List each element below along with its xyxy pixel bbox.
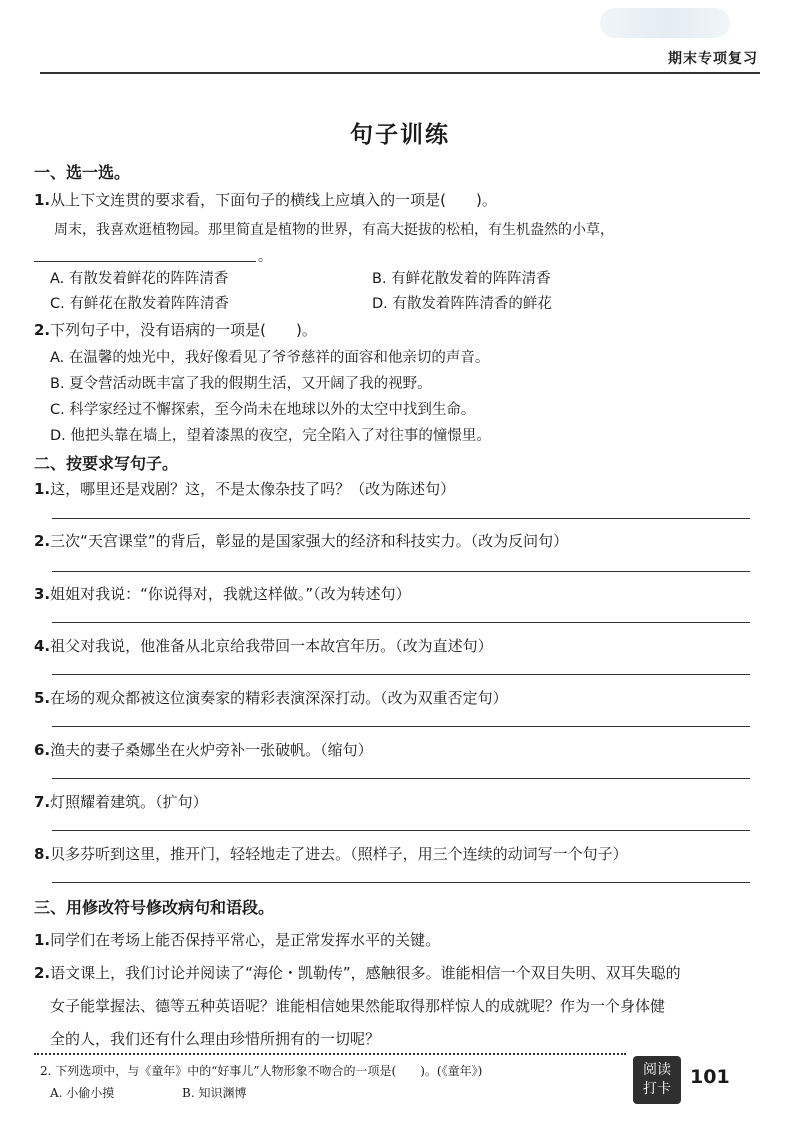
s2-item-8	[34, 843, 628, 864]
s1-q1-fill-blank	[34, 261, 256, 262]
s1-q2-text: 下列句子中，没有语病的一项是( )。	[50, 321, 317, 339]
s1-q1-passage: 周末，我喜欢逛植物园。那里简直是植物的世界，有高大挺拔的松柏，有生机盎然的小草，	[54, 222, 614, 238]
s1-q1-option-b: B. 有鲜花散发着的阵阵清香	[372, 271, 551, 287]
s1-q1-option-a: A. 有散发着鲜花的阵阵清香	[50, 271, 229, 287]
scan-smudge	[600, 8, 730, 38]
s1-q1	[34, 189, 497, 210]
s1-q2-option-c: C. 科学家经过不懈探索，至今尚未在地球以外的太空中找到生命。	[50, 402, 476, 418]
s1-q2	[34, 319, 317, 340]
s2-item-7-text: 灯照耀着建筑。（扩句）	[50, 793, 208, 811]
s2-item-4-answer-line	[52, 674, 750, 675]
section1-heading: 一、选一选。	[34, 163, 131, 182]
s2-item-8-answer-line	[52, 882, 750, 883]
s2-item-3-text: 姐姐对我说：“你说得对，我就这样做。”（改为转述句）	[50, 585, 411, 603]
s1-q2-option-a: A. 在温馨的烛光中，我好像看见了爷爷慈祥的面容和他亲切的声音。	[50, 350, 490, 366]
s2-item-6-text: 渔夫的妻子桑娜坐在火炉旁补一张破帆。（缩句）	[50, 741, 373, 759]
s2-item-3	[34, 583, 411, 604]
footer-dotted-rule	[34, 1053, 626, 1055]
s2-item-7-num: 7.	[34, 793, 51, 811]
header-rule	[40, 72, 760, 74]
footer-option-b: B. 知识渊博	[182, 1086, 247, 1100]
s2-item-4-text: 祖父对我说，他准备从北京给我带回一本故宫年历。（改为直述句）	[50, 637, 493, 655]
section2-heading: 二、按要求写句子。	[34, 454, 179, 473]
page-title: 句子训练	[350, 122, 450, 148]
s2-item-2	[34, 530, 568, 551]
s2-item-6-num: 6.	[34, 741, 51, 759]
s2-item-8-num: 8.	[34, 845, 51, 863]
s2-item-7-answer-line	[52, 830, 750, 831]
s2-item-3-num: 3.	[34, 585, 51, 603]
s3-q1-num: 1.	[34, 931, 51, 949]
header-label: 期末专项复习	[668, 51, 758, 67]
s2-item-4	[34, 635, 493, 656]
s2-item-8-text: 贝多芬听到这里，推开门，轻轻地走了进去。（照样子，用三个连续的动词写一个句子）	[50, 845, 628, 863]
s3-q2-line3: 全的人，我们还有什么理由珍惜所拥有的一切呢？	[50, 1030, 381, 1048]
s2-item-1-answer-line	[52, 518, 750, 519]
s2-item-5-num: 5.	[34, 689, 51, 707]
section3-heading: 三、用修改符号修改病句和语段。	[34, 898, 275, 917]
s2-item-5	[34, 687, 508, 708]
s3-q1-text: 同学们在考场上能否保持平常心，是正常发挥水平的关键。	[50, 931, 441, 949]
s2-item-2-answer-line	[52, 571, 750, 572]
page-number: 101	[690, 1066, 730, 1088]
badge-line1: 阅读	[643, 1062, 671, 1078]
s1-q2-option-d: D. 他把头靠在墙上，望着漆黑的夜空，完全陷入了对往事的憧憬里。	[50, 428, 491, 444]
badge-line2: 打卡	[643, 1081, 671, 1097]
footer-question: 2. 下列选项中，与《童年》中的“好事儿”人物形象不吻合的一项是( )。(《童年》)	[40, 1064, 483, 1078]
s2-item-4-num: 4.	[34, 637, 51, 655]
s3-q2-line1	[34, 962, 681, 983]
s1-q1-option-c: C. 有鲜花在散发着阵阵清香	[50, 296, 229, 312]
s2-item-1	[34, 478, 455, 499]
s3-q2-num: 2.	[34, 964, 51, 982]
s1-q2-num: 2.	[34, 321, 51, 339]
s1-q1-num: 1.	[34, 191, 51, 209]
s3-q1	[34, 929, 440, 950]
s2-item-5-answer-line	[52, 726, 750, 727]
s2-item-6-answer-line	[52, 778, 750, 779]
s2-item-1-num: 1.	[34, 480, 51, 498]
s1-q2-option-b: B. 夏令营活动既丰富了我的假期生活，又开阔了我的视野。	[50, 376, 432, 392]
s2-item-7	[34, 791, 208, 812]
s2-item-3-answer-line	[52, 622, 750, 623]
footer-option-a: A. 小偷小摸	[50, 1086, 115, 1100]
s2-item-5-text: 在场的观众都被这位演奏家的精彩表演深深打动。（改为双重否定句）	[50, 689, 508, 707]
s3-q2-line1-text: 语文课上，我们讨论并阅读了“海伦・凯勒传”，感触很多。谁能相信一个双目失明、双耳失聪的	[50, 964, 681, 982]
s1-q1-passage-end: 。	[258, 249, 272, 265]
s2-item-1-text: 这，哪里还是戏剧？这，不是太像杂技了吗？（改为陈述句）	[50, 480, 456, 498]
reading-checkin-badge	[633, 1056, 681, 1104]
s2-item-2-text: 三次“天宫课堂”的背后，彰显的是国家强大的经济和科技实力。（改为反问句）	[50, 532, 569, 550]
s3-q2-line2: 女子能掌握法、德等五种英语呢？谁能相信她果然能取得那样惊人的成就呢？作为一个身体健	[50, 997, 666, 1015]
s2-item-6	[34, 739, 373, 760]
s1-q1-option-d: D. 有散发着阵阵清香的鲜花	[372, 296, 552, 312]
s2-item-2-num: 2.	[34, 532, 51, 550]
s1-q1-text: 从上下文连贯的要求看，下面句子的横线上应填入的一项是( )。	[50, 191, 497, 209]
